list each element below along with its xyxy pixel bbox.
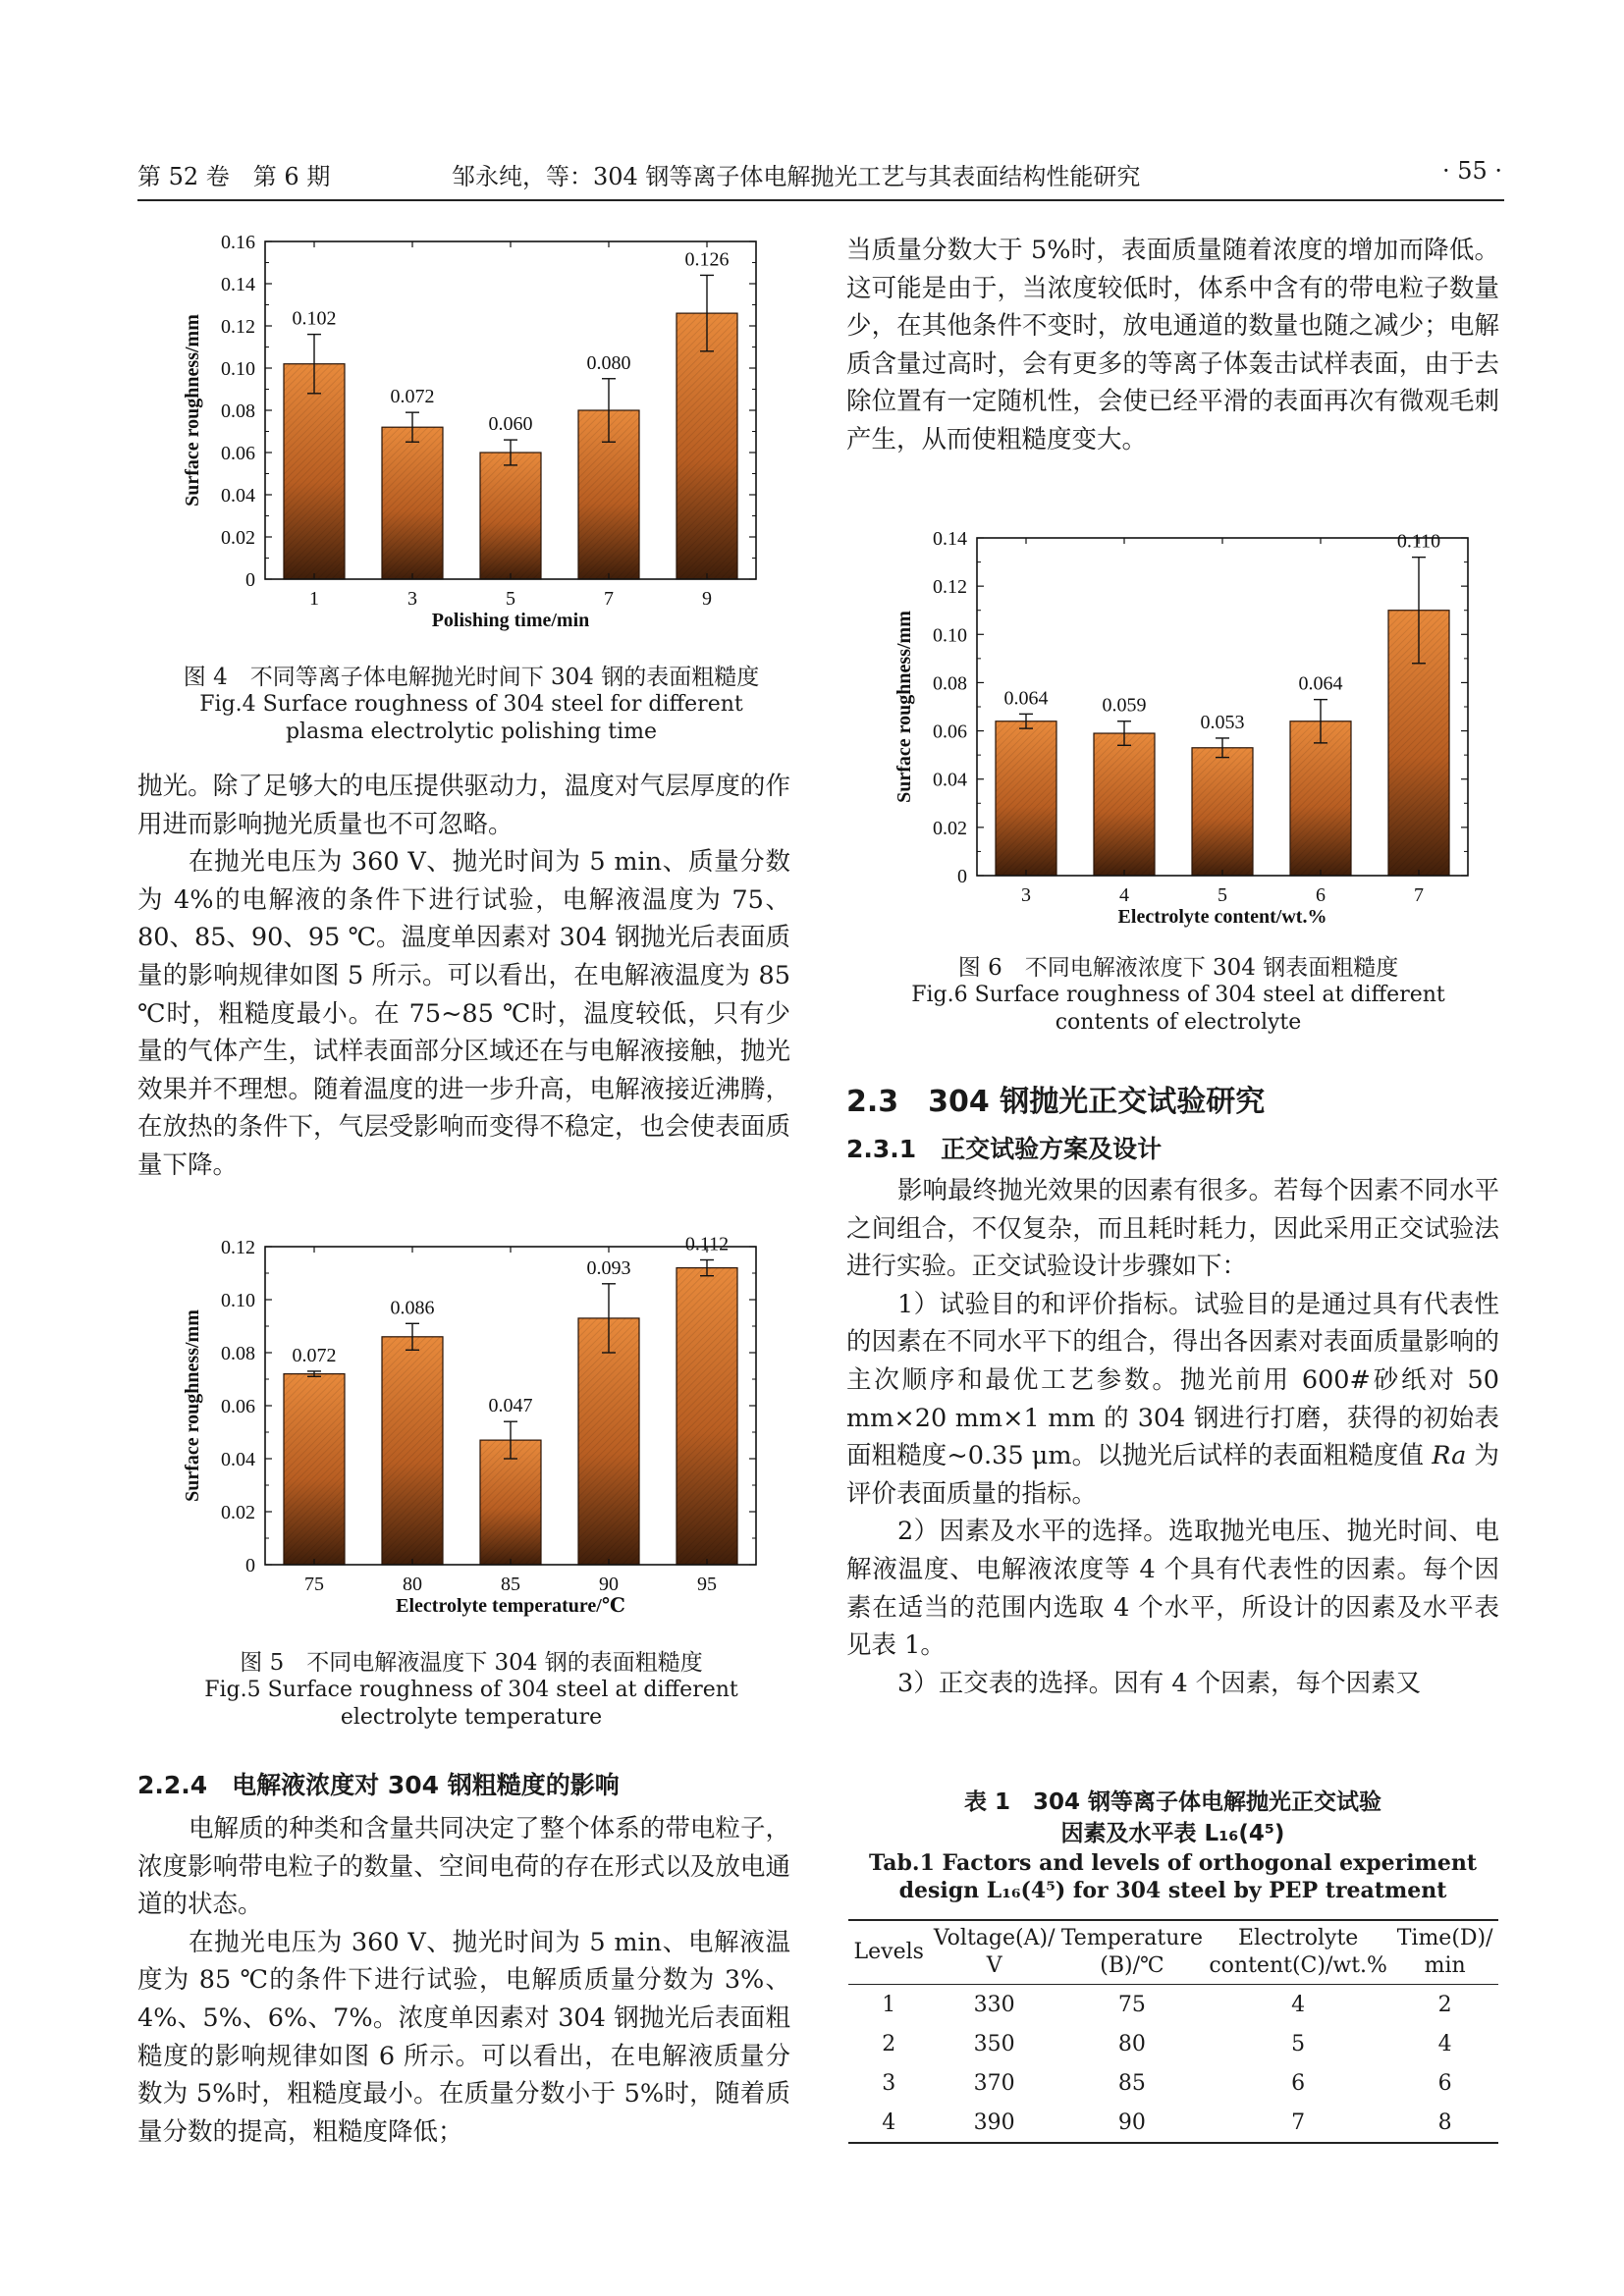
y-tick-label: 0.10 <box>221 1290 255 1311</box>
left-column-text-1 <box>137 768 790 1185</box>
figure-4-caption-zh: 图 4 不同等离子体电解抛光时间下 304 钢的表面粗糙度 <box>183 665 760 690</box>
table-header-electrolyte: Electrolyte content(C)/wt.% <box>1209 1926 1387 1978</box>
bar-hatch <box>1094 733 1155 876</box>
figure-4-caption-en-line2: plasma electrolytic polishing time <box>285 720 658 744</box>
data-label: 0.112 <box>684 1233 730 1255</box>
left-paragraph-4: 在抛光电压为 360 V、抛光时间为 5 min、电解液温度为 85 ℃的条件下进行试验，电解质质量分数为 3%、4%、5%、6%、7%。浓度单因素对 304 钢抛光后表面粗糙度的影响规律如图 6 所示。可以看出，在电解液质量分数为 5%时，粗糙度最小。在质量分数小于 5%时，随着质量分数的提高，粗糙度降低； <box>137 1927 790 2147</box>
left-paragraph-3: 电解质的种类和含量共同决定了整个体系的带电粒子，浓度影响带电粒子的数量、空间电荷的存在形式以及放电通道的状态。 <box>137 1814 790 1920</box>
table-cell: 6 <box>1437 2070 1452 2096</box>
y-tick-label: 0.02 <box>221 527 255 549</box>
figure-4-chart <box>177 234 766 646</box>
bar-hatch <box>284 1374 345 1565</box>
y-tick-label: 0 <box>245 1555 255 1576</box>
table-cell: 80 <box>1117 2031 1146 2056</box>
section-2-3-heading: 2.3 304 钢抛光正交试验研究 <box>846 1085 1266 1119</box>
table-row <box>848 2024 1498 2063</box>
x-tick-label: 75 <box>304 1574 324 1595</box>
data-label: 0.126 <box>684 248 730 271</box>
table-header-voltage: Voltage(A)/ V <box>933 1926 1056 1978</box>
y-tick-label: 0.06 <box>221 1396 255 1417</box>
right-paragraph-1: 当质量分数大于 5%时，表面质量随着浓度的增加而降低。这可能是由于，当浓度较低时，体系中含有的带电粒子数量少，在其他条件不变时，放电通道的数量也随之减少；电解质含量过高时，会有更多的等离子体轰击试样表面，由于去除位置有一定随机性，会使已经平滑的表面再次有微观毛刺产生，从而使粗糙度变大。 <box>846 236 1499 454</box>
y-tick-label: 0.12 <box>933 576 967 599</box>
right-paragraph-3-part-b: 为评价表面质量的指标。 <box>846 1441 1500 1509</box>
table-cell: 6 <box>1291 2070 1306 2096</box>
table-cell: 390 <box>973 2109 1015 2135</box>
x-tick-label: 7 <box>604 588 614 610</box>
bar-hatch <box>480 453 541 579</box>
y-tick-label: 0.08 <box>221 1343 255 1364</box>
y-tick-label: 0.02 <box>221 1502 255 1523</box>
header-rule <box>137 199 1504 201</box>
x-tick-label: 3 <box>407 588 417 610</box>
table-1-title-zh-line2: 因素及水平表 L₁₆(4⁵) <box>1060 1821 1285 1846</box>
table-cell: 4 <box>1437 2031 1452 2056</box>
y-tick-label: 0.04 <box>221 1449 255 1470</box>
x-tick-label: 6 <box>1316 884 1326 906</box>
section-2-2-4-heading: 2.2.4 电解液浓度对 304 钢粗糙度的影响 <box>137 1771 620 1799</box>
data-label: 0.093 <box>586 1256 631 1279</box>
table-1-title-zh-line1: 表 1 304 钢等离子体电解抛光正交试验 <box>963 1789 1382 1815</box>
table-cell: 75 <box>1117 1992 1146 2017</box>
x-tick-label: 90 <box>599 1574 619 1595</box>
table-cell: 85 <box>1117 2070 1146 2096</box>
table-cell: 2 <box>1437 1992 1452 2017</box>
table-header-levels: Levels <box>853 1940 924 1964</box>
bar-hatch <box>677 1268 737 1565</box>
y-tick-label: 0 <box>957 866 967 887</box>
right-paragraph-3-part-a: 1）试验目的和评价指标。试验目的是通过具有代表性的因素在不同水平下的组合，得出各因素对表面质量影响的主次顺序和最优工艺参数。抛光前用 600#砂纸对 50 mm×20 mm×1 mm 的 304 钢进行打磨，获得的初始表面粗糙度~0.35 μm。以抛光后试样的表面粗糙度值 <box>846 1289 1499 1471</box>
figure-5-caption-en-line2: electrolyte temperature <box>340 1705 603 1730</box>
x-axis-label: Electrolyte temperature/℃ <box>396 1595 625 1617</box>
bar-hatch <box>382 427 443 579</box>
bar-hatch <box>1192 748 1253 876</box>
data-label: 0.064 <box>1298 672 1343 695</box>
bar-hatch <box>382 1337 443 1565</box>
figure-4-caption <box>137 664 805 746</box>
x-tick-label: 4 <box>1119 884 1129 906</box>
data-label: 0.110 <box>1396 530 1441 553</box>
right-column-text-1 <box>846 232 1499 459</box>
y-tick-label: 0.10 <box>221 358 255 380</box>
data-label: 0.102 <box>292 307 337 330</box>
y-tick-label: 0.08 <box>221 400 255 422</box>
header-page-number: · 55 · <box>1441 157 1502 185</box>
x-tick-label: 5 <box>1218 884 1227 906</box>
figure-6-caption-en-line2: contents of electrolyte <box>1055 1010 1302 1035</box>
x-tick-label: 7 <box>1414 884 1424 906</box>
y-tick-label: 0.04 <box>221 485 255 507</box>
x-tick-label: 85 <box>501 1574 520 1595</box>
figure-4-caption-en-line1: Fig.4 Surface roughness of 304 steel for different <box>199 692 743 717</box>
data-label: 0.080 <box>586 351 631 374</box>
y-tick-label: 0.06 <box>933 721 967 743</box>
y-tick-label: 0 <box>245 569 255 591</box>
figure-6-chart <box>889 530 1478 942</box>
table-row <box>848 2103 1498 2143</box>
figure-4 <box>177 234 766 646</box>
table-cell: 330 <box>973 1992 1015 2017</box>
y-tick-label: 0.06 <box>221 443 255 464</box>
x-tick-label: 95 <box>697 1574 717 1595</box>
figure-6-caption <box>844 954 1512 1037</box>
y-axis-label: Surface roughness/mm <box>182 1309 203 1502</box>
y-tick-label: 0.02 <box>933 817 967 839</box>
data-label: 0.059 <box>1102 694 1147 717</box>
right-paragraph-2: 影响最终抛光效果的因素有很多。若每个因素不同水平之间组合，不仅复杂，而且耗时耗力，因此采用正交试验法进行实验。正交试验设计步骤如下： <box>846 1176 1499 1282</box>
table-cell: 90 <box>1117 2109 1146 2135</box>
y-tick-label: 0.08 <box>933 672 967 695</box>
figure-6 <box>889 530 1478 942</box>
table-cell: 4 <box>882 2109 896 2135</box>
table-cell: 3 <box>882 2070 896 2096</box>
y-tick-label: 0.14 <box>221 274 255 295</box>
section-2-3-1-heading: 2.3.1 正交试验方案及设计 <box>846 1135 1163 1163</box>
table-cell: 370 <box>973 2070 1015 2096</box>
x-axis-label: Polishing time/min <box>431 610 590 631</box>
x-tick-label: 80 <box>403 1574 422 1595</box>
figure-5-caption <box>137 1649 805 1732</box>
bar-hatch <box>996 721 1056 876</box>
data-label: 0.060 <box>488 413 533 436</box>
table-1 <box>848 1919 1498 2144</box>
left-paragraph-1: 抛光。除了足够大的电压提供驱动力，温度对气层厚度的作用进而影响抛光质量也不可忽略。 <box>137 772 790 839</box>
y-tick-label: 0.12 <box>221 1237 255 1258</box>
y-axis-label: Surface roughness/mm <box>893 611 915 803</box>
table-cell: 4 <box>1291 1992 1306 2017</box>
right-paragraph-4: 2）因素及水平的选择。选取抛光电压、抛光时间、电解液温度、电解液浓度等 4 个具有代表性的因素。每个因素在适当的范围内选取 4 个水平，所设计的因素及水平表见表 1。 <box>846 1517 1499 1661</box>
y-tick-label: 0.16 <box>221 232 255 253</box>
x-tick-label: 9 <box>702 588 712 610</box>
table-1-title <box>846 1787 1499 1904</box>
table-cell: 8 <box>1437 2109 1452 2135</box>
figure-5-caption-zh: 图 5 不同电解液温度下 304 钢的表面粗糙度 <box>240 1650 703 1676</box>
table-1-title-en-line1: Tab.1 Factors and levels of orthogonal experiment <box>869 1850 1477 1876</box>
data-label: 0.072 <box>292 1344 337 1366</box>
table-header-temperature: Temperature (B)/℃ <box>1060 1926 1203 1978</box>
table-cell: 1 <box>882 1992 896 2017</box>
data-label: 0.053 <box>1200 711 1245 733</box>
y-tick-label: 0.10 <box>933 624 967 647</box>
running-header <box>137 157 1502 196</box>
table-header-row <box>848 1920 1498 1985</box>
table-1-title-en-line2: design L₁₆(4⁵) for 304 steel by PEP treatment <box>898 1878 1447 1903</box>
table-cell: 350 <box>973 2031 1015 2056</box>
figure-6-caption-en-line1: Fig.6 Surface roughness of 304 steel at different <box>911 983 1445 1007</box>
table-row <box>848 1985 1498 2025</box>
data-label: 0.047 <box>488 1395 533 1417</box>
table-cell: 2 <box>882 2031 896 2056</box>
left-column-text-2 <box>137 1769 790 2151</box>
figure-5 <box>177 1233 766 1631</box>
figure-6-caption-zh: 图 6 不同电解液浓度下 304 钢表面粗糙度 <box>957 955 1399 981</box>
table-cell: 7 <box>1291 2109 1306 2135</box>
data-label: 0.086 <box>390 1297 435 1319</box>
header-title: 邹永纯，等：304 钢等离子体电解抛光工艺与其表面结构性能研究 <box>452 163 1141 190</box>
x-tick-label: 5 <box>506 588 515 610</box>
x-axis-label: Electrolyte content/wt.% <box>1117 906 1327 928</box>
table-header-time: Time(D)/ min <box>1396 1926 1493 1978</box>
right-paragraph-3 <box>846 1286 1499 1514</box>
figure-5-chart <box>177 1233 766 1631</box>
bar-hatch <box>578 1318 639 1565</box>
y-tick-label: 0.14 <box>933 528 967 550</box>
table-row <box>848 2063 1498 2103</box>
y-tick-label: 0.12 <box>221 316 255 338</box>
ra-symbol: Ra <box>1432 1441 1467 1471</box>
bar-hatch <box>284 364 345 579</box>
x-tick-label: 1 <box>309 588 319 610</box>
header-volume: 第 52 卷 第 6 期 <box>137 163 331 190</box>
y-tick-label: 0.04 <box>933 769 967 791</box>
x-tick-label: 3 <box>1021 884 1031 906</box>
table-cell: 5 <box>1291 2031 1306 2056</box>
right-column-text-2 <box>846 1082 1499 1702</box>
bar-hatch <box>677 313 737 579</box>
data-label: 0.064 <box>1003 687 1049 710</box>
bar-hatch <box>1290 721 1351 876</box>
y-axis-label: Surface roughness/mm <box>182 314 203 507</box>
data-label: 0.072 <box>390 386 435 408</box>
left-paragraph-2: 在抛光电压为 360 V、抛光时间为 5 min、质量分数为 4%的电解液的条件下进行试验，电解液温度为 75、80、85、90、95 ℃。温度单因素对 304 钢抛光后表面质量的影响规律如图 5 所示。可以看出，在电解液温度为 85 ℃时，粗糙度最小。在 75~85 ℃时，温度较低，只有少量的气体产生，试样表面部分区域还在与电解液接触，抛光效果并不理想。随着温度的进一步升高，电解液接近沸腾，在放热的条件下，气层受影响而变得不稳定，也会使表面质量下降。 <box>137 847 790 1180</box>
right-paragraph-5: 3）正交表的选择。因有 4 个因素，每个因素又 <box>897 1668 1422 1698</box>
figure-5-caption-en-line1: Fig.5 Surface roughness of 304 steel at different <box>204 1678 738 1702</box>
